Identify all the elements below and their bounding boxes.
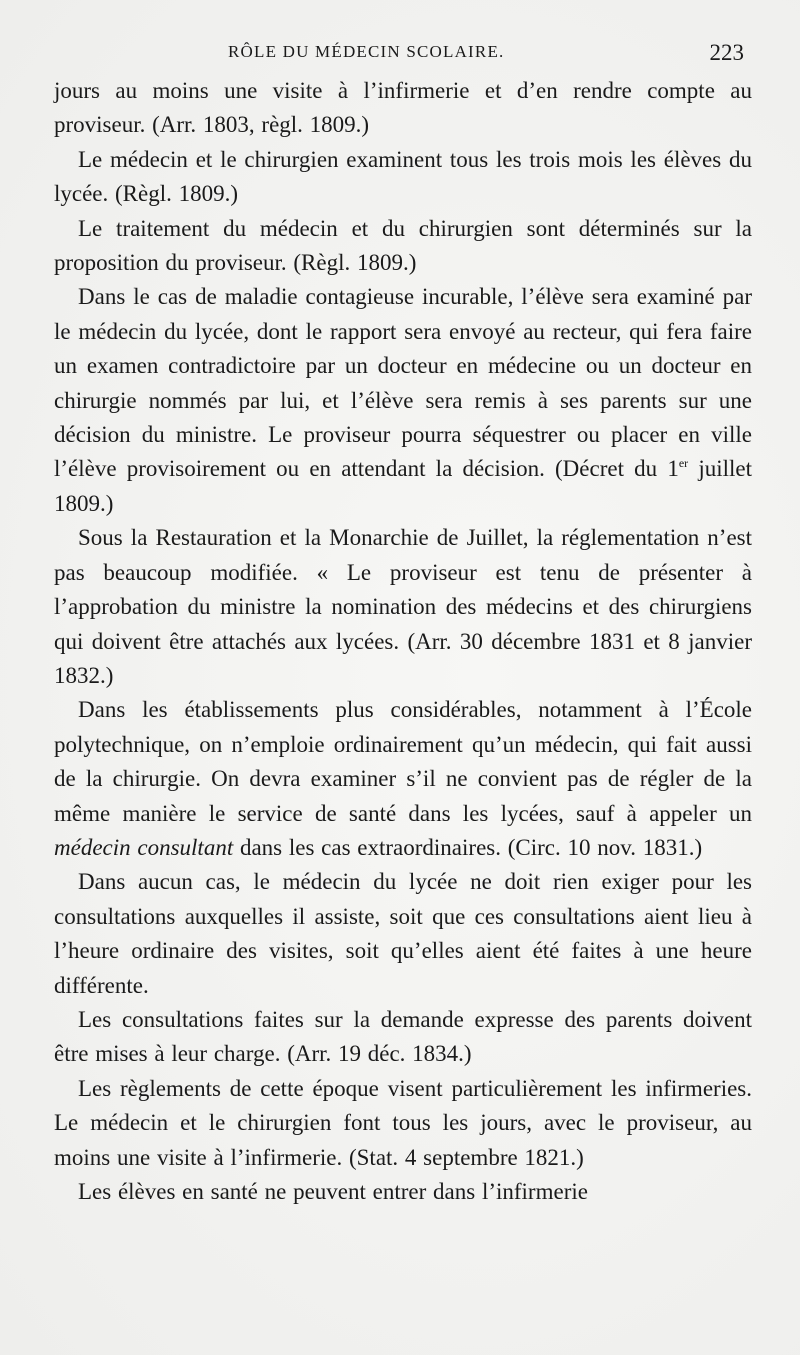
paragraph-6 <box>54 693 752 865</box>
paragraph-10: Les élèves en santé ne peuvent entrer dans l’infirmerie <box>78 1179 588 1204</box>
running-title: RÔLE DU MÉDECIN SCOLAIRE. <box>228 42 505 61</box>
paragraph-4 <box>54 280 752 521</box>
paragraph-6-text-b: dans les cas extraordinaires. (Circ. 10 nov. 1831.) <box>233 834 703 860</box>
paragraph-6-italic: médecin consultant <box>54 834 234 860</box>
paragraph-8: Les consultations faites sur la demande expresse des parents doivent être mises à leur charge. (Arr. 19 déc. 1834.) <box>54 1006 752 1067</box>
paragraph-4-end: juillet 1809.) <box>54 456 752 516</box>
page-number: 223 <box>709 40 744 65</box>
page-header <box>54 34 752 74</box>
paragraph-1: jours au moins une visite à l’infirmerie et d’en rendre compte au proviseur. (Arr. 1803, règl. 1809.) <box>54 78 752 138</box>
paragraph-9: Les règlements de cette époque visent particulièrement les infirmeries. Le médecin et le chirurgien font tous les jours, avec le proviseur, au moins une visite à l’infirmerie. (Stat. 4 septembre 1821.) <box>54 1075 752 1170</box>
paragraph-5: Sous la Restauration et la Monarchie de Juillet, la réglementation n’est pas beaucoup modifiée. « Le proviseur est tenu de présenter à l’approbation du ministre la nomination des médecins et des chirurgiens qui doivent être attachés aux lycées. (Arr. 30 décembre 1831 et 8 janvier 1832.) <box>54 525 752 688</box>
body-text <box>54 74 752 1209</box>
paragraph-7: Dans aucun cas, le médecin du lycée ne doit rien exiger pour les consultations auxquelles il assiste, soit que ces consultations aient lieu à l’heure ordinaire des visites, soit qu’elles aient été faites à une heure différente. <box>54 869 752 998</box>
paragraph-3: Le traitement du médecin et du chirurgien sont déterminés sur la proposition du proviseur. (Règl. 1809.) <box>54 215 752 276</box>
paragraph-2: Le médecin et le chirurgien examinent tous les trois mois les élèves du lycée. (Règl. 1809.) <box>54 146 752 207</box>
paragraph-6-text-a: Dans les établissements plus considérables, notamment à l’École polytechnique, on n’emploie ordinairement qu’un médecin, qui fait aussi de la chirurgie. On devra examiner s’il ne convient pas de régler de la même manière le service de santé dans les lycées, sauf à appeler un <box>54 697 752 826</box>
paragraph-4-text: Dans le cas de maladie contagieuse incurable, l’élève sera examiné par le médecin du lycée, dont le rapport sera envoyé au recteur, qui fera faire un examen contradictoire par un docteur en médecine ou un docteur en chirurgie nommés par lui, et l’élève sera remis à ses parents sur une décision du ministre. Le proviseur pourra séquestrer ou placer en ville l’élève provisoirement ou en attendant la décision. (Décret du 1 <box>54 284 752 482</box>
ordinal-superscript: er <box>678 456 689 471</box>
